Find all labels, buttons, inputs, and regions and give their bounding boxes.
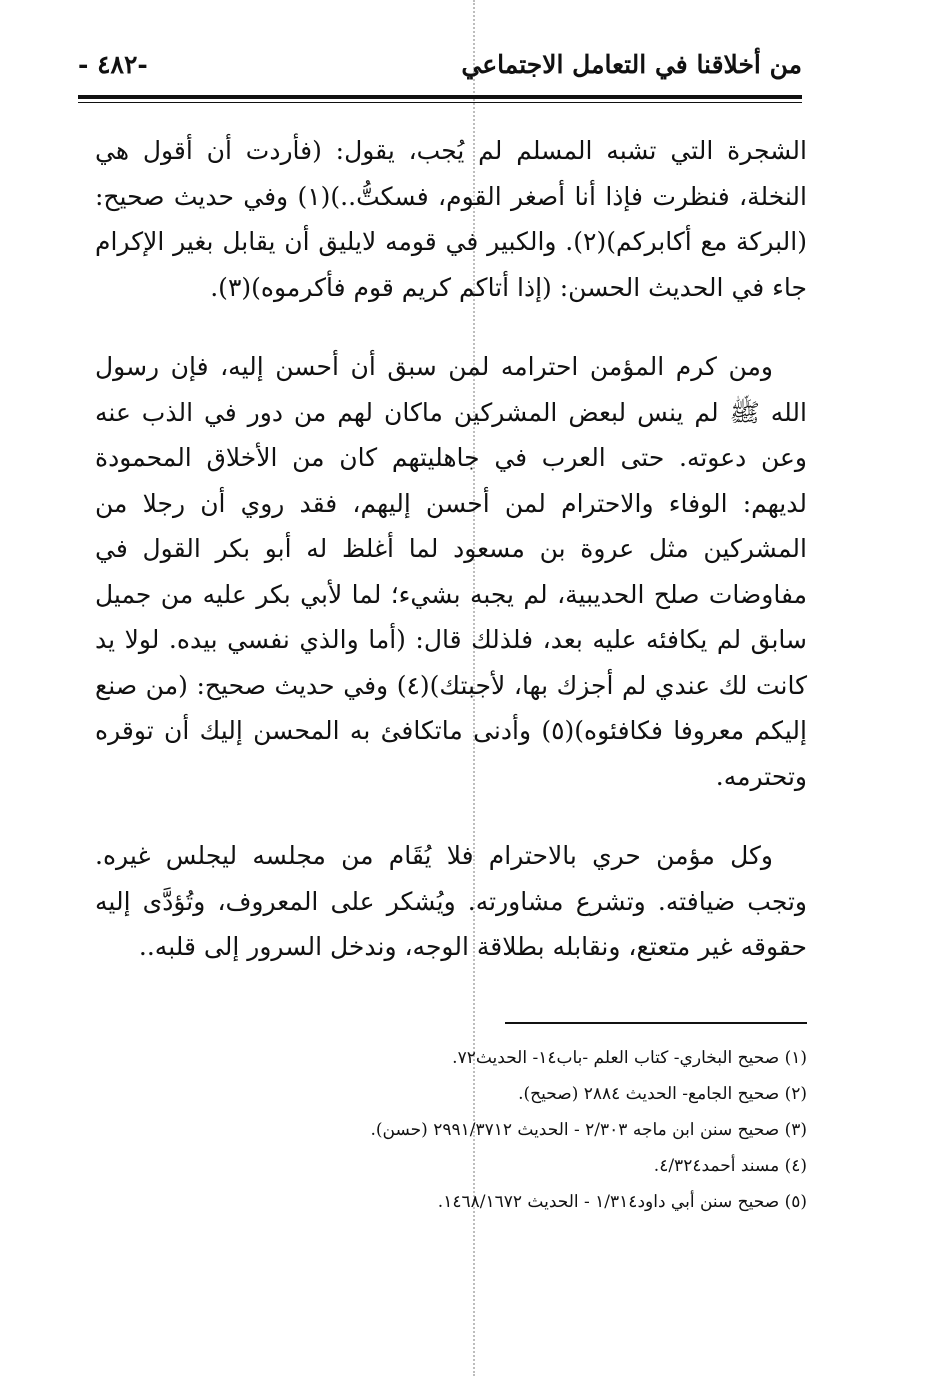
paragraph: وكل مؤمن حري بالاحترام فلا يُقَام من مجلسه ليجلس غيره. وتجب ضيافته. وتشرع مشاورته. ويُشكر على المعروف، وتُؤدَّى إليه حقوقه غير متعتع، ونقابله بطلاقة الوجه، وندخل السرور إلى قلبه.. — [95, 841, 807, 961]
paragraph: الشجرة التي تشبه المسلم لم يُجب، يقول: (فأردت أن أقول هي النخلة، فنظرت فإذا أنا أصغر القوم، فسكتُّ..)(١) وفي حديث صحيح: (البركة مع أكابركم)(٢). والكبير في قومه لايليق أن يقابل بغير الإكرام جاء في الحديث الحسن: (إذا أتاكم كريم قوم فأكرموه)(٣). — [95, 136, 807, 302]
footnote: (٢) صحيح الجامع- الحديث ٢٨٨٤ (صحيح). — [518, 1084, 807, 1104]
page-header — [78, 50, 802, 90]
footnote: (٤) مسند أحمد٤/٣٢٤. — [653, 1156, 807, 1176]
book-title: من أخلاقنا في التعامل الاجتماعي — [461, 50, 802, 79]
paragraph: ومن كرم المؤمن احترامه لمن سبق أن أحسن إليه، فإن رسول الله ﷺ لم ينس لبعض المشركين ماكان لهم من دور في الذب عنه وعن دعوته. حتى العرب في جاهليتهم كان من الأخلاق المحمودة لديهم: الوفاء والاحترام لمن أحسن إليهم، فقد روي أن رجلا من المشركين مثل عروة بن مسعود لما أغلظ له أبو بكر القول في مفاوضات صلح الحديبية، لم يجبه بشيء؛ لما لأبي بكر عليه من جميل سابق لم يكافئه عليه بعد، فلذلك قال: (أما والذي نفسي بيده. لولا يد كانت لك عندي لم أجزك بها، لأجبتك)(٤) وفي حديث صحيح: (من صنع إليكم معروفا فكافئوه)(٥) وأدنى ماتكافئ به المحسن إليك أن توقره وتحترمه. — [95, 352, 807, 791]
footnote-separator — [505, 1022, 807, 1024]
header-rule-thin — [78, 102, 802, 103]
footnote: (٣) صحيح سنن ابن ماجه ٢/٣٠٣ - الحديث ٢٩٩١/٣٧١٢ (حسن). — [370, 1120, 807, 1140]
page-number: -٤٨٢ - — [78, 50, 148, 79]
header-rule-thick — [78, 95, 802, 99]
main-text — [95, 128, 807, 970]
footnotes — [95, 1040, 807, 1220]
footnote: (٥) صحيح سنن أبي داود١/٣١٤ - الحديث ١٤٦٨/١٦٧٢. — [437, 1192, 807, 1212]
footnote: (١) صحيح البخاري- كتاب العلم -باب١٤- الحديث٧٢. — [452, 1048, 807, 1068]
